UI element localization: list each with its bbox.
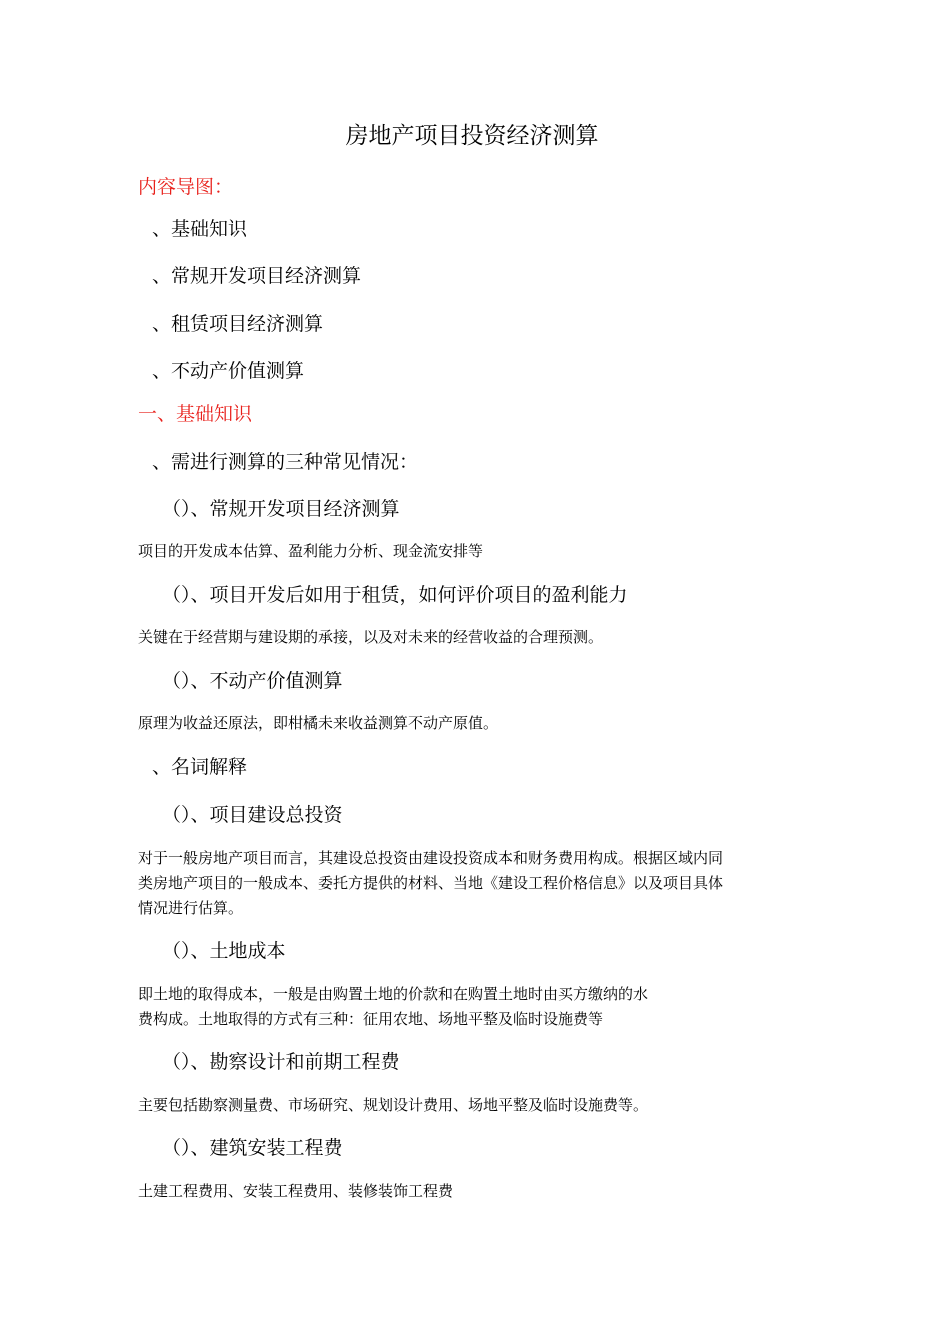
toc-item: 、基础知识 bbox=[152, 218, 248, 240]
item-text: 项目的开发成本估算、盈利能力分析、现金流安排等 bbox=[138, 542, 484, 560]
subsection-heading: 、名词解释 bbox=[152, 756, 248, 778]
item-heading: （）、不动产价值测算 bbox=[162, 670, 343, 692]
item-text: 土建工程费用、安装工程费用、装修装饰工程费 bbox=[138, 1182, 454, 1200]
section-heading: 一、基础知识 bbox=[138, 403, 253, 425]
paragraph-line: 对于一般房地产项目而言，其建设总投资由建设投资成本和财务费用构成。根据区域内同 bbox=[138, 849, 724, 867]
paragraph-line: 费构成。土地取得的方式有三种：征用农地、场地平整及临时设施费等 bbox=[138, 1010, 604, 1028]
item-text: 原理为收益还原法，即柑橘未来收益测算不动产原值。 bbox=[138, 714, 499, 732]
toc-heading: 内容导图： bbox=[138, 176, 234, 198]
paragraph-line: 情况进行估算。 bbox=[138, 899, 244, 917]
document-title: 房地产项目投资经济测算 bbox=[345, 123, 599, 149]
item-text: 关键在于经营期与建设期的承接，以及对未来的经营收益的合理预测。 bbox=[138, 628, 604, 646]
subsection-heading: 、需进行测算的三种常见情况： bbox=[152, 451, 419, 473]
item-heading: （）、项目开发后如用于租赁，如何评价项目的盈利能力 bbox=[162, 584, 628, 606]
item-heading: （）、勘察设计和前期工程费 bbox=[162, 1051, 400, 1073]
item-heading: （）、常规开发项目经济测算 bbox=[162, 498, 400, 520]
paragraph-line: 类房地产项目的一般成本、委托方提供的材料、当地《建设工程价格信息》以及项目具体 bbox=[138, 874, 724, 892]
item-heading: （）、土地成本 bbox=[162, 940, 286, 962]
toc-item: 、不动产价值测算 bbox=[152, 360, 305, 382]
item-text: 主要包括勘察测量费、市场研究、规划设计费用、场地平整及临时设施费等。 bbox=[138, 1096, 649, 1114]
item-heading: （）、建筑安装工程费 bbox=[162, 1137, 343, 1159]
item-heading: （）、项目建设总投资 bbox=[162, 804, 343, 826]
toc-item: 、常规开发项目经济测算 bbox=[152, 265, 362, 287]
toc-item: 、租赁项目经济测算 bbox=[152, 313, 324, 335]
paragraph-line: 即土地的取得成本，一般是由购置土地的价款和在购置土地时由买方缴纳的水 bbox=[138, 985, 649, 1003]
